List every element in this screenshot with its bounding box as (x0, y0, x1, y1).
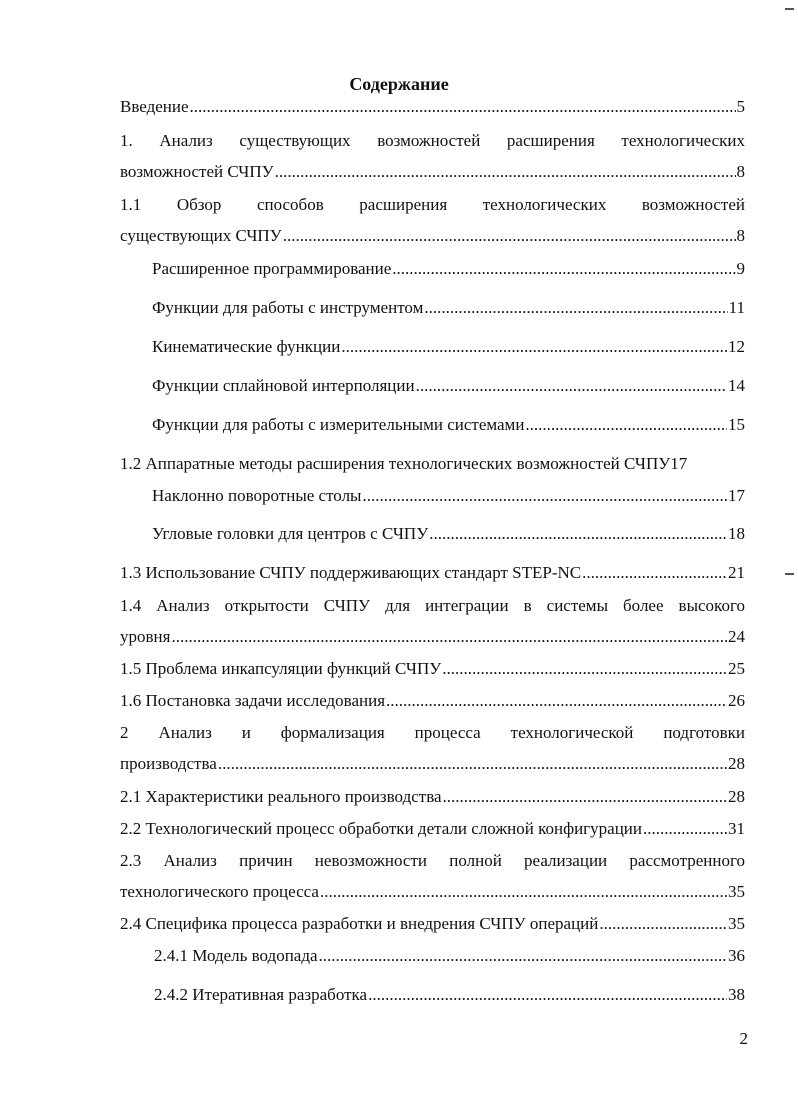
toc-entry (154, 945, 745, 967)
toc-leader-dots (275, 161, 736, 183)
toc-entry (152, 375, 745, 397)
toc-entry (152, 414, 745, 436)
toc-page-number: 35 (728, 882, 745, 901)
toc-leader-dots (218, 753, 727, 775)
toc-leader-dots (283, 225, 736, 247)
toc-page-number: 28 (728, 787, 745, 806)
toc-page-number: 5 (736, 97, 745, 116)
toc-entry (120, 130, 745, 183)
toc-page-number: 15 (728, 415, 745, 434)
toc-page-number: 26 (728, 691, 745, 710)
toc-entry-title: 1.5 Проблема инкапсуляции функций СЧПУ (120, 659, 442, 678)
toc-page-number: 14 (728, 376, 745, 395)
toc-entry (152, 297, 745, 319)
toc-page-number: 11 (728, 298, 745, 317)
toc-entry-title: Кинематические функции (152, 337, 341, 356)
toc-entry-title: 1.2 Аппаратные методы расширения технологических возможностей СЧПУ17 (120, 454, 688, 473)
toc-leader-dots (424, 297, 727, 319)
toc-entry-title: Функции сплайновой интерполяции (152, 376, 415, 395)
toc-leader-dots (582, 562, 727, 584)
toc-entry (120, 690, 745, 712)
toc-page-number: 36 (728, 946, 745, 965)
scan-mark (785, 573, 794, 575)
toc-entry-title: Наклонно поворотные столы (152, 486, 362, 505)
toc-page-number: 12 (728, 337, 745, 356)
toc-entry-title: уровня (120, 627, 171, 646)
toc-leader-dots (319, 945, 727, 967)
toc-entry-title: 2.4 Специфика процесса разработки и внедрения СЧПУ операций (120, 914, 599, 933)
toc-entry (152, 485, 745, 507)
page-number: 2 (739, 1029, 748, 1048)
toc-page-number: 18 (728, 524, 745, 543)
toc-leader-dots (442, 658, 727, 680)
toc-leader-dots (386, 690, 727, 712)
toc-leader-dots (416, 375, 727, 397)
toc-entry-title: 2.2 Технологический процесс обработки детали сложной конфигурации (120, 819, 642, 838)
toc-leader-dots (341, 336, 727, 358)
toc-entry (152, 336, 745, 358)
page-title: Содержание (349, 74, 449, 94)
toc-entry (152, 258, 745, 280)
toc-entry-title-line1: 1. Анализ существующих возможностей расширения технологических (120, 131, 745, 150)
toc-page-number: 25 (728, 659, 745, 678)
toc-entry-title: Расширенное программирование (152, 259, 392, 278)
toc-page-number: 9 (736, 259, 745, 278)
toc-entry-title-line1: 2 Анализ и формализация процесса технологической подготовки (120, 723, 745, 742)
toc-entry-title: 2.4.2 Итеративная разработка (154, 985, 368, 1004)
toc-entry-title: 1.6 Постановка задачи исследования (120, 691, 386, 710)
scan-mark (785, 8, 794, 10)
toc-entry (120, 595, 745, 648)
toc-entry (120, 96, 745, 118)
toc-entry-title: 2.1 Характеристики реального производства (120, 787, 442, 806)
toc-entry (120, 562, 745, 584)
toc-leader-dots (362, 485, 727, 507)
toc-page-number: 35 (728, 914, 745, 933)
toc-entry-title: 1.3 Использование СЧПУ поддерживающих стандарт STEP-NC (120, 563, 582, 582)
toc-entry-title: Функции для работы с измерительными системами (152, 415, 525, 434)
toc-entry (120, 913, 745, 935)
toc-entry-title-line1: 1.4 Анализ открытости СЧПУ для интеграции в системы более высокого (120, 596, 745, 615)
toc-leader-dots (643, 818, 727, 840)
toc-entry (120, 786, 745, 808)
toc-leader-dots (599, 913, 727, 935)
toc-page-number: 8 (736, 226, 745, 245)
toc-page-number: 28 (728, 754, 745, 773)
toc-leader-dots (320, 881, 727, 903)
toc-entry (120, 658, 745, 680)
toc-leader-dots (443, 786, 727, 808)
toc-entry-title: возможностей СЧПУ (120, 162, 274, 181)
toc-entry-title: Угловые головки для центров с СЧПУ (152, 524, 429, 543)
toc-entry-title-line1: 1.1 Обзор способов расширения технологических возможностей (120, 195, 745, 214)
toc-entry-title: Введение (120, 97, 189, 116)
toc-entry (120, 722, 745, 775)
toc-leader-dots (171, 626, 727, 648)
toc-entry-title: производства (120, 754, 217, 773)
toc-page-number: 8 (736, 162, 745, 181)
toc-entry (120, 850, 745, 903)
toc-entry (120, 194, 745, 247)
toc-entry (120, 453, 745, 475)
toc-leader-dots (392, 258, 735, 280)
toc-entry-title: существующих СЧПУ (120, 226, 282, 245)
toc-leader-dots (190, 96, 736, 118)
toc-leader-dots (429, 523, 727, 545)
toc-entry-title: технологического процесса (120, 882, 319, 901)
toc-entry-title: Функции для работы с инструментом (152, 298, 424, 317)
toc-page-number: 21 (728, 563, 745, 582)
toc-entry (154, 984, 745, 1006)
toc-entry-title-line1: 2.3 Анализ причин невозможности полной реализации рассмотренного (120, 851, 745, 870)
toc-leader-dots (525, 414, 727, 436)
toc-entry-title: 2.4.1 Модель водопада (154, 946, 318, 965)
toc-page-number: 24 (728, 627, 745, 646)
toc-entry (152, 523, 745, 545)
toc-page-number: 31 (728, 819, 745, 838)
toc-entry (120, 818, 745, 840)
toc-page-number: 17 (728, 486, 745, 505)
toc-page-number: 38 (728, 985, 745, 1004)
toc-leader-dots (368, 984, 727, 1006)
